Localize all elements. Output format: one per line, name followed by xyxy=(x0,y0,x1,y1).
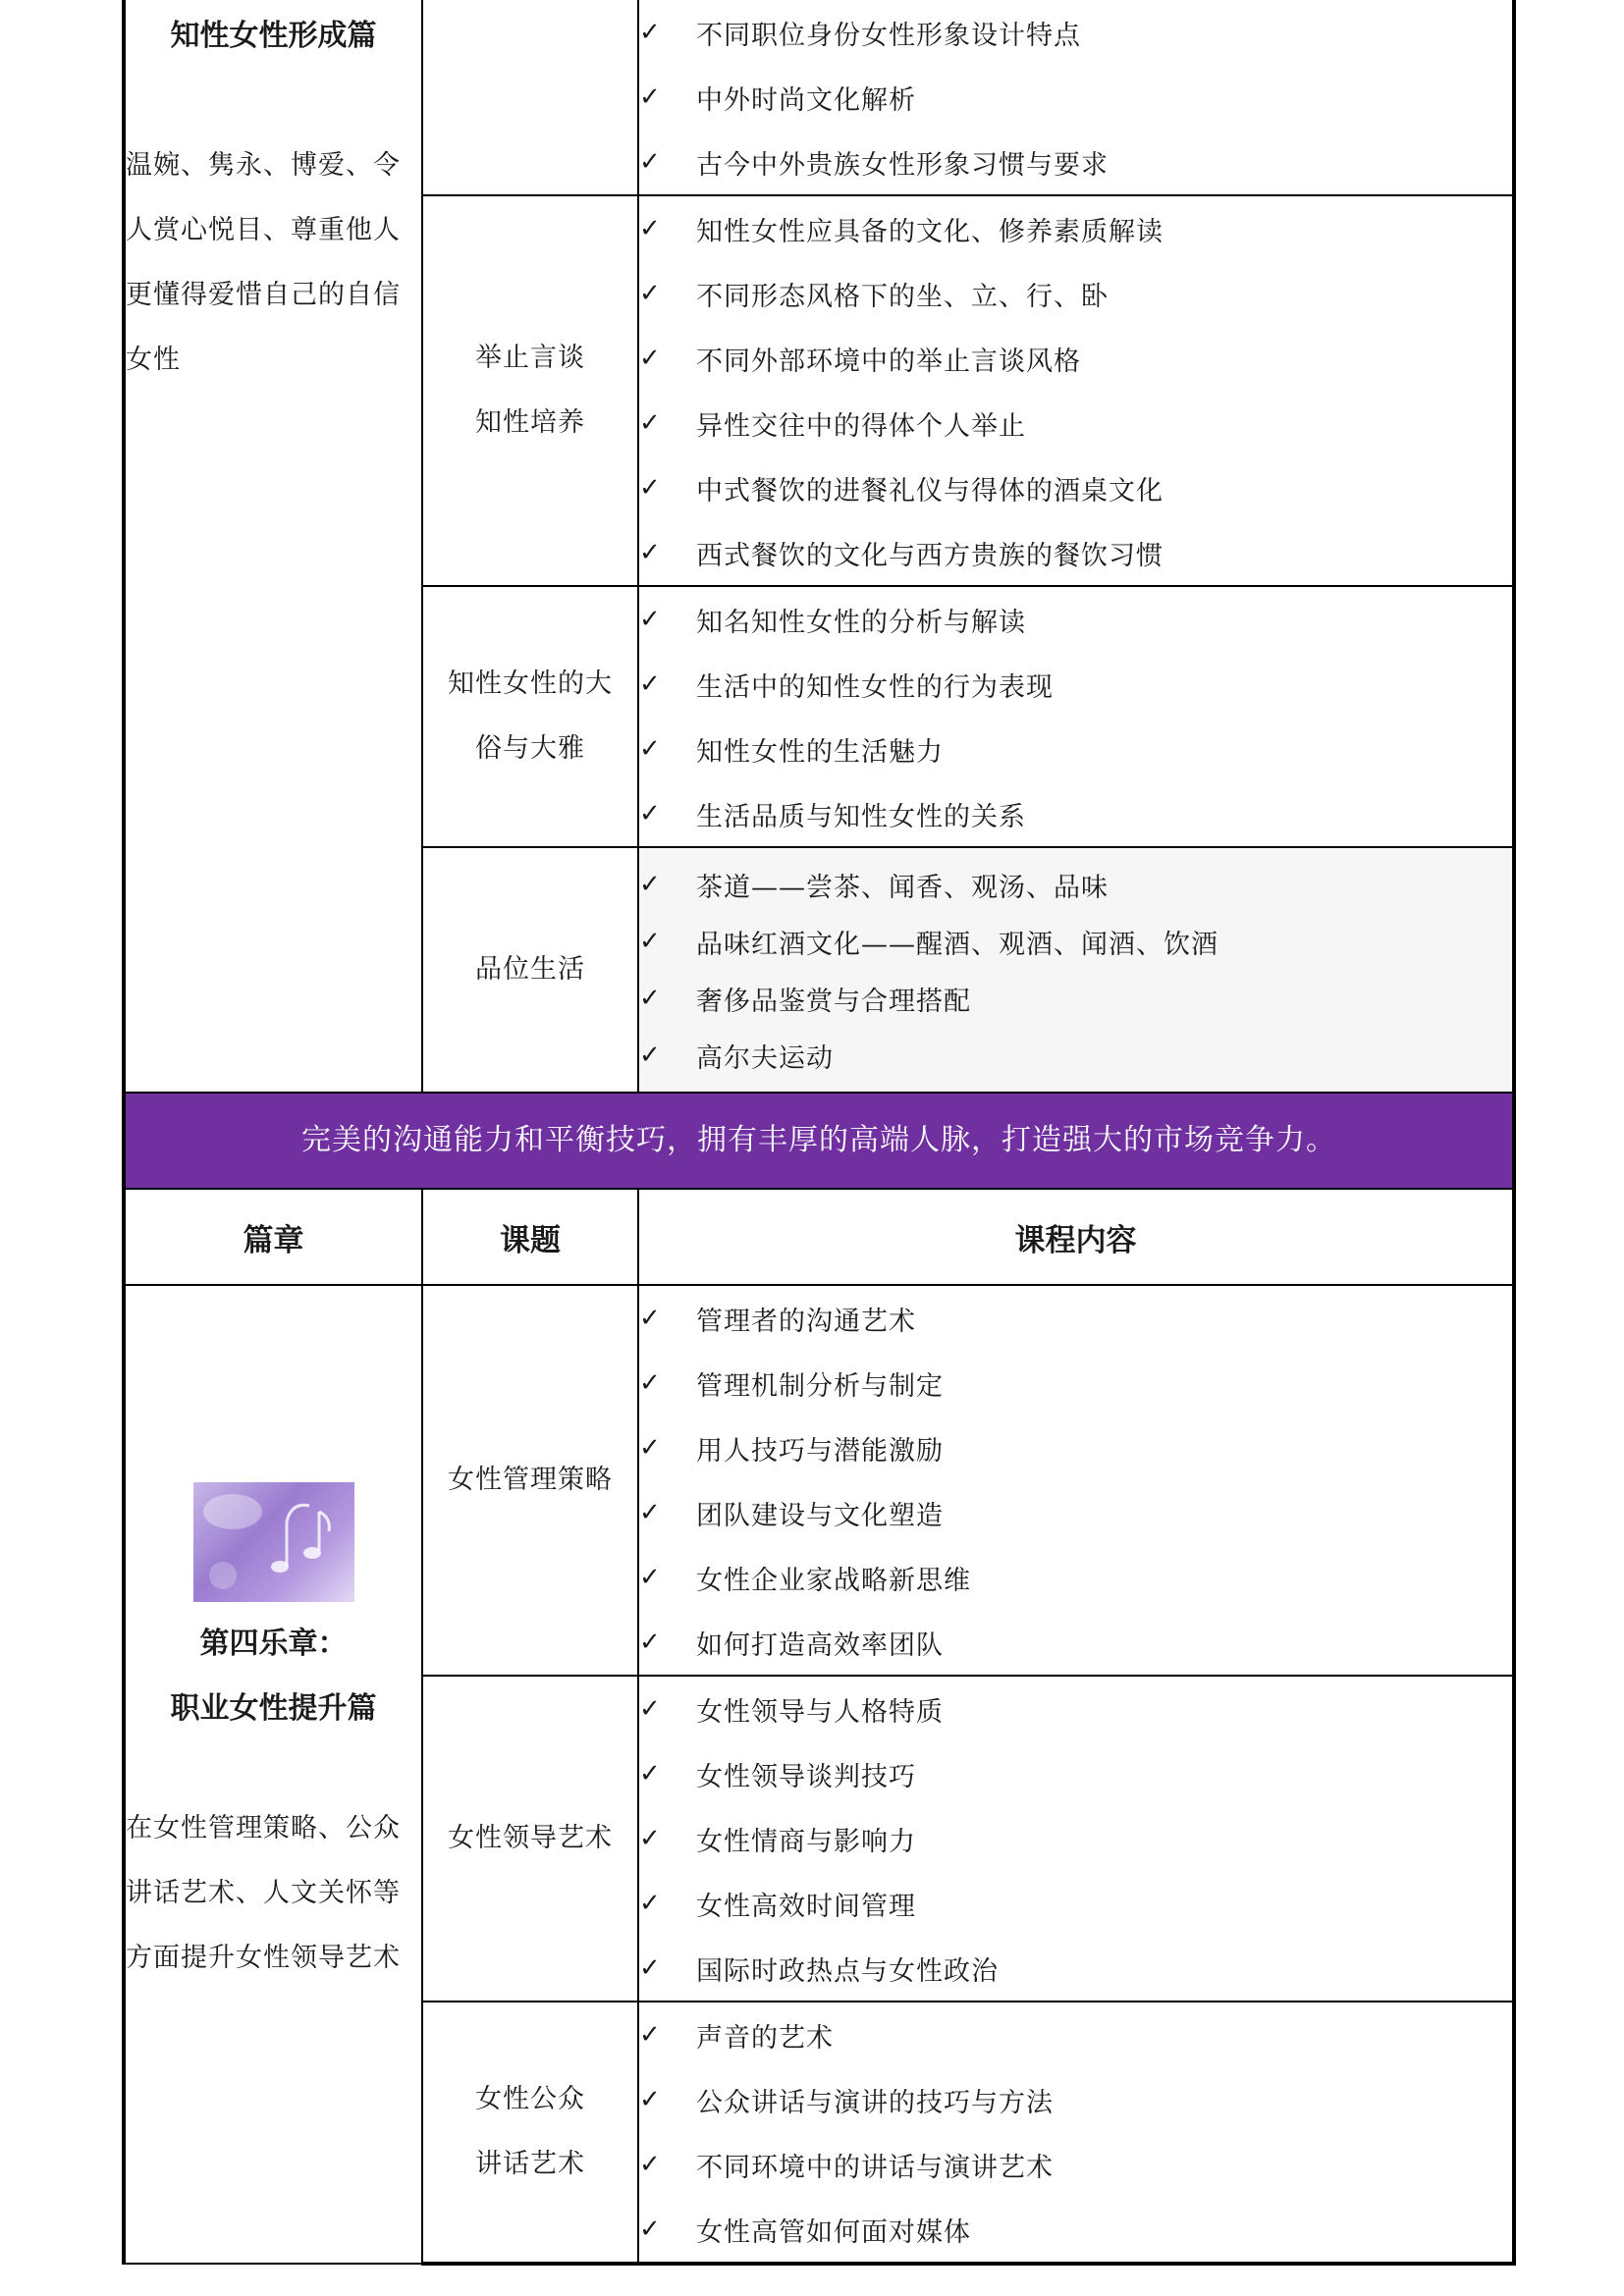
chapter-cell xyxy=(124,0,422,1093)
list-item xyxy=(639,1741,1512,1806)
list-item xyxy=(639,781,1512,846)
item-text: 声音的艺术 xyxy=(696,2022,834,2054)
list-item xyxy=(639,1806,1512,1871)
check-icon: ✓ xyxy=(639,1953,662,1983)
check-icon: ✓ xyxy=(639,1628,662,1657)
table-header-row xyxy=(124,1189,1514,1285)
item-text: 生活中的知性女性的行为表现 xyxy=(696,671,1054,703)
item-text: 生活品质与知性女性的关系 xyxy=(696,801,1026,832)
topic-label: 俗与大雅 xyxy=(475,733,585,764)
header-chapter: 篇章 xyxy=(124,1189,422,1285)
topic-cell xyxy=(422,1676,638,2002)
item-text: 中外时尚文化解析 xyxy=(696,84,916,116)
topic-cell xyxy=(422,2002,638,2264)
list-item xyxy=(639,913,1512,970)
list-item xyxy=(639,65,1512,130)
topic-cell xyxy=(422,0,638,195)
list-item xyxy=(639,0,1512,65)
check-icon: ✓ xyxy=(639,799,662,828)
content-cell xyxy=(638,2002,1514,2264)
topic-cell xyxy=(422,195,638,586)
chapter-title: 第四乐章： xyxy=(199,1627,348,1661)
item-text: 女性情商与影响力 xyxy=(696,1826,916,1857)
list-item xyxy=(639,1677,1512,1741)
check-icon: ✓ xyxy=(639,2085,662,2114)
item-text: 公众讲话与演讲的技巧与方法 xyxy=(696,2087,1054,2118)
item-text: 不同职位身份女性形象设计特点 xyxy=(696,20,1081,51)
check-icon: ✓ xyxy=(639,1368,662,1398)
list-item xyxy=(639,130,1512,194)
check-icon: ✓ xyxy=(639,1824,662,1853)
header-topic: 课题 xyxy=(422,1189,638,1285)
check-icon: ✓ xyxy=(639,82,662,112)
check-icon: ✓ xyxy=(639,1498,662,1527)
check-icon: ✓ xyxy=(639,1759,662,1789)
check-icon: ✓ xyxy=(639,2215,662,2244)
list-item xyxy=(639,326,1512,391)
list-item xyxy=(639,717,1512,781)
item-text: 管理机制分析与制定 xyxy=(696,1370,944,1402)
topic-label: 女性管理策略 xyxy=(448,1465,613,1495)
list-item xyxy=(639,587,1512,652)
list-item xyxy=(639,1351,1512,1415)
check-icon: ✓ xyxy=(639,870,662,899)
list-item xyxy=(639,1415,1512,1480)
chapter-description: 在女性管理策略、公众讲话艺术、人文关怀等方面提升女性领导艺术 xyxy=(126,1813,401,1973)
check-icon: ✓ xyxy=(639,344,662,373)
list-item xyxy=(639,391,1512,455)
list-item xyxy=(639,455,1512,520)
list-item xyxy=(639,652,1512,717)
check-icon: ✓ xyxy=(639,1694,662,1724)
check-icon: ✓ xyxy=(639,1433,662,1463)
content-cell xyxy=(638,195,1514,586)
item-text: 知性女性应具备的文化、修养素质解读 xyxy=(696,216,1164,247)
topic-label: 举止言谈 xyxy=(475,343,585,373)
item-text: 不同外部环境中的举止言谈风格 xyxy=(696,346,1081,377)
list-item xyxy=(639,1610,1512,1675)
topic-label: 知性女性的大 xyxy=(448,668,613,699)
list-item xyxy=(639,2197,1512,2262)
list-item xyxy=(639,1871,1512,1936)
check-icon: ✓ xyxy=(639,669,662,699)
list-item xyxy=(639,2132,1512,2197)
item-text: 团队建设与文化塑造 xyxy=(696,1500,944,1531)
check-icon: ✓ xyxy=(639,18,662,47)
chapter-title: 知性女性形成篇 xyxy=(170,19,377,53)
item-text: 女性领导谈判技巧 xyxy=(696,1761,916,1792)
topic-label: 讲话艺术 xyxy=(475,2149,585,2179)
item-text: 女性高管如何面对媒体 xyxy=(696,2216,971,2248)
chapter-cell xyxy=(124,1285,422,2264)
item-text: 知名知性女性的分析与解读 xyxy=(696,607,1026,638)
check-icon: ✓ xyxy=(639,538,662,567)
topic-label: 女性领导艺术 xyxy=(448,1823,613,1853)
content-cell xyxy=(638,586,1514,847)
header-content: 课程内容 xyxy=(638,1189,1514,1285)
content-cell xyxy=(638,1676,1514,2002)
list-item xyxy=(639,1936,1512,2001)
item-text: 女性高效时间管理 xyxy=(696,1891,916,1922)
item-text: 异性交往中的得体个人举止 xyxy=(696,410,1026,442)
item-text: 国际时政热点与女性政治 xyxy=(696,1955,999,1987)
item-text: 古今中外贵族女性形象习惯与要求 xyxy=(696,149,1109,181)
table-row xyxy=(124,1285,1514,1676)
topic-cell xyxy=(422,1285,638,1676)
topic-label: 女性公众 xyxy=(475,2084,585,2114)
music-notes-image xyxy=(193,1482,354,1602)
list-item xyxy=(639,520,1512,585)
content-cell xyxy=(638,0,1514,195)
check-icon: ✓ xyxy=(639,984,662,1013)
topic-label: 知性培养 xyxy=(475,407,585,438)
item-text: 西式餐饮的文化与西方贵族的餐饮习惯 xyxy=(696,540,1164,571)
item-text: 如何打造高效率团队 xyxy=(696,1629,944,1661)
topic-cell xyxy=(422,847,638,1093)
check-icon: ✓ xyxy=(639,1889,662,1918)
item-text: 女性企业家战略新思维 xyxy=(696,1565,971,1596)
list-item xyxy=(639,856,1512,913)
check-icon: ✓ xyxy=(639,279,662,308)
check-icon: ✓ xyxy=(639,2020,662,2050)
list-item xyxy=(639,1545,1512,1610)
check-icon: ✓ xyxy=(639,605,662,634)
check-icon: ✓ xyxy=(639,734,662,764)
item-text: 中式餐饮的进餐礼仪与得体的酒桌文化 xyxy=(696,475,1164,507)
list-item xyxy=(639,970,1512,1027)
list-item xyxy=(639,1027,1512,1084)
list-item xyxy=(639,1480,1512,1545)
topic-label: 品位生活 xyxy=(475,954,585,985)
list-item xyxy=(639,1286,1512,1351)
check-icon: ✓ xyxy=(639,147,662,177)
section-banner: 完美的沟通能力和平衡技巧，拥有丰厚的高端人脉，打造强大的市场竞争力。 xyxy=(124,1093,1514,1189)
topic-cell xyxy=(422,586,638,847)
chapter-description: 温婉、隽永、博爱、令人赏心悦目、尊重他人更懂得爱惜自己的自信女性 xyxy=(126,150,401,375)
check-icon: ✓ xyxy=(639,927,662,956)
item-text: 奢侈品鉴赏与合理搭配 xyxy=(696,986,971,1017)
check-icon: ✓ xyxy=(639,1041,662,1070)
item-text: 不同形态风格下的坐、立、行、卧 xyxy=(696,281,1109,312)
list-item xyxy=(639,2002,1512,2067)
check-icon: ✓ xyxy=(639,473,662,503)
list-item xyxy=(639,2067,1512,2132)
course-table xyxy=(122,0,1516,2266)
item-text: 管理者的沟通艺术 xyxy=(696,1306,916,1337)
item-text: 知性女性的生活魅力 xyxy=(696,736,944,768)
item-text: 茶道——尝茶、闻香、观汤、品味 xyxy=(696,872,1109,903)
check-icon: ✓ xyxy=(639,408,662,438)
check-icon: ✓ xyxy=(639,1563,662,1592)
check-icon: ✓ xyxy=(639,2150,662,2179)
check-icon: ✓ xyxy=(639,1304,662,1333)
list-item xyxy=(639,261,1512,326)
list-item xyxy=(639,196,1512,261)
content-cell xyxy=(638,1285,1514,1676)
table-row xyxy=(124,1093,1514,1189)
check-icon: ✓ xyxy=(639,214,662,243)
item-text: 女性领导与人格特质 xyxy=(696,1696,944,1728)
table-row xyxy=(124,0,1514,195)
item-text: 用人技巧与潜能激励 xyxy=(696,1435,944,1467)
chapter-title: 职业女性提升篇 xyxy=(170,1691,377,1726)
item-text: 高尔夫运动 xyxy=(696,1042,834,1074)
item-text: 品味红酒文化——醒酒、观酒、闻酒、饮酒 xyxy=(696,929,1218,960)
content-cell xyxy=(638,847,1514,1093)
item-text: 不同环境中的讲话与演讲艺术 xyxy=(696,2152,1054,2183)
